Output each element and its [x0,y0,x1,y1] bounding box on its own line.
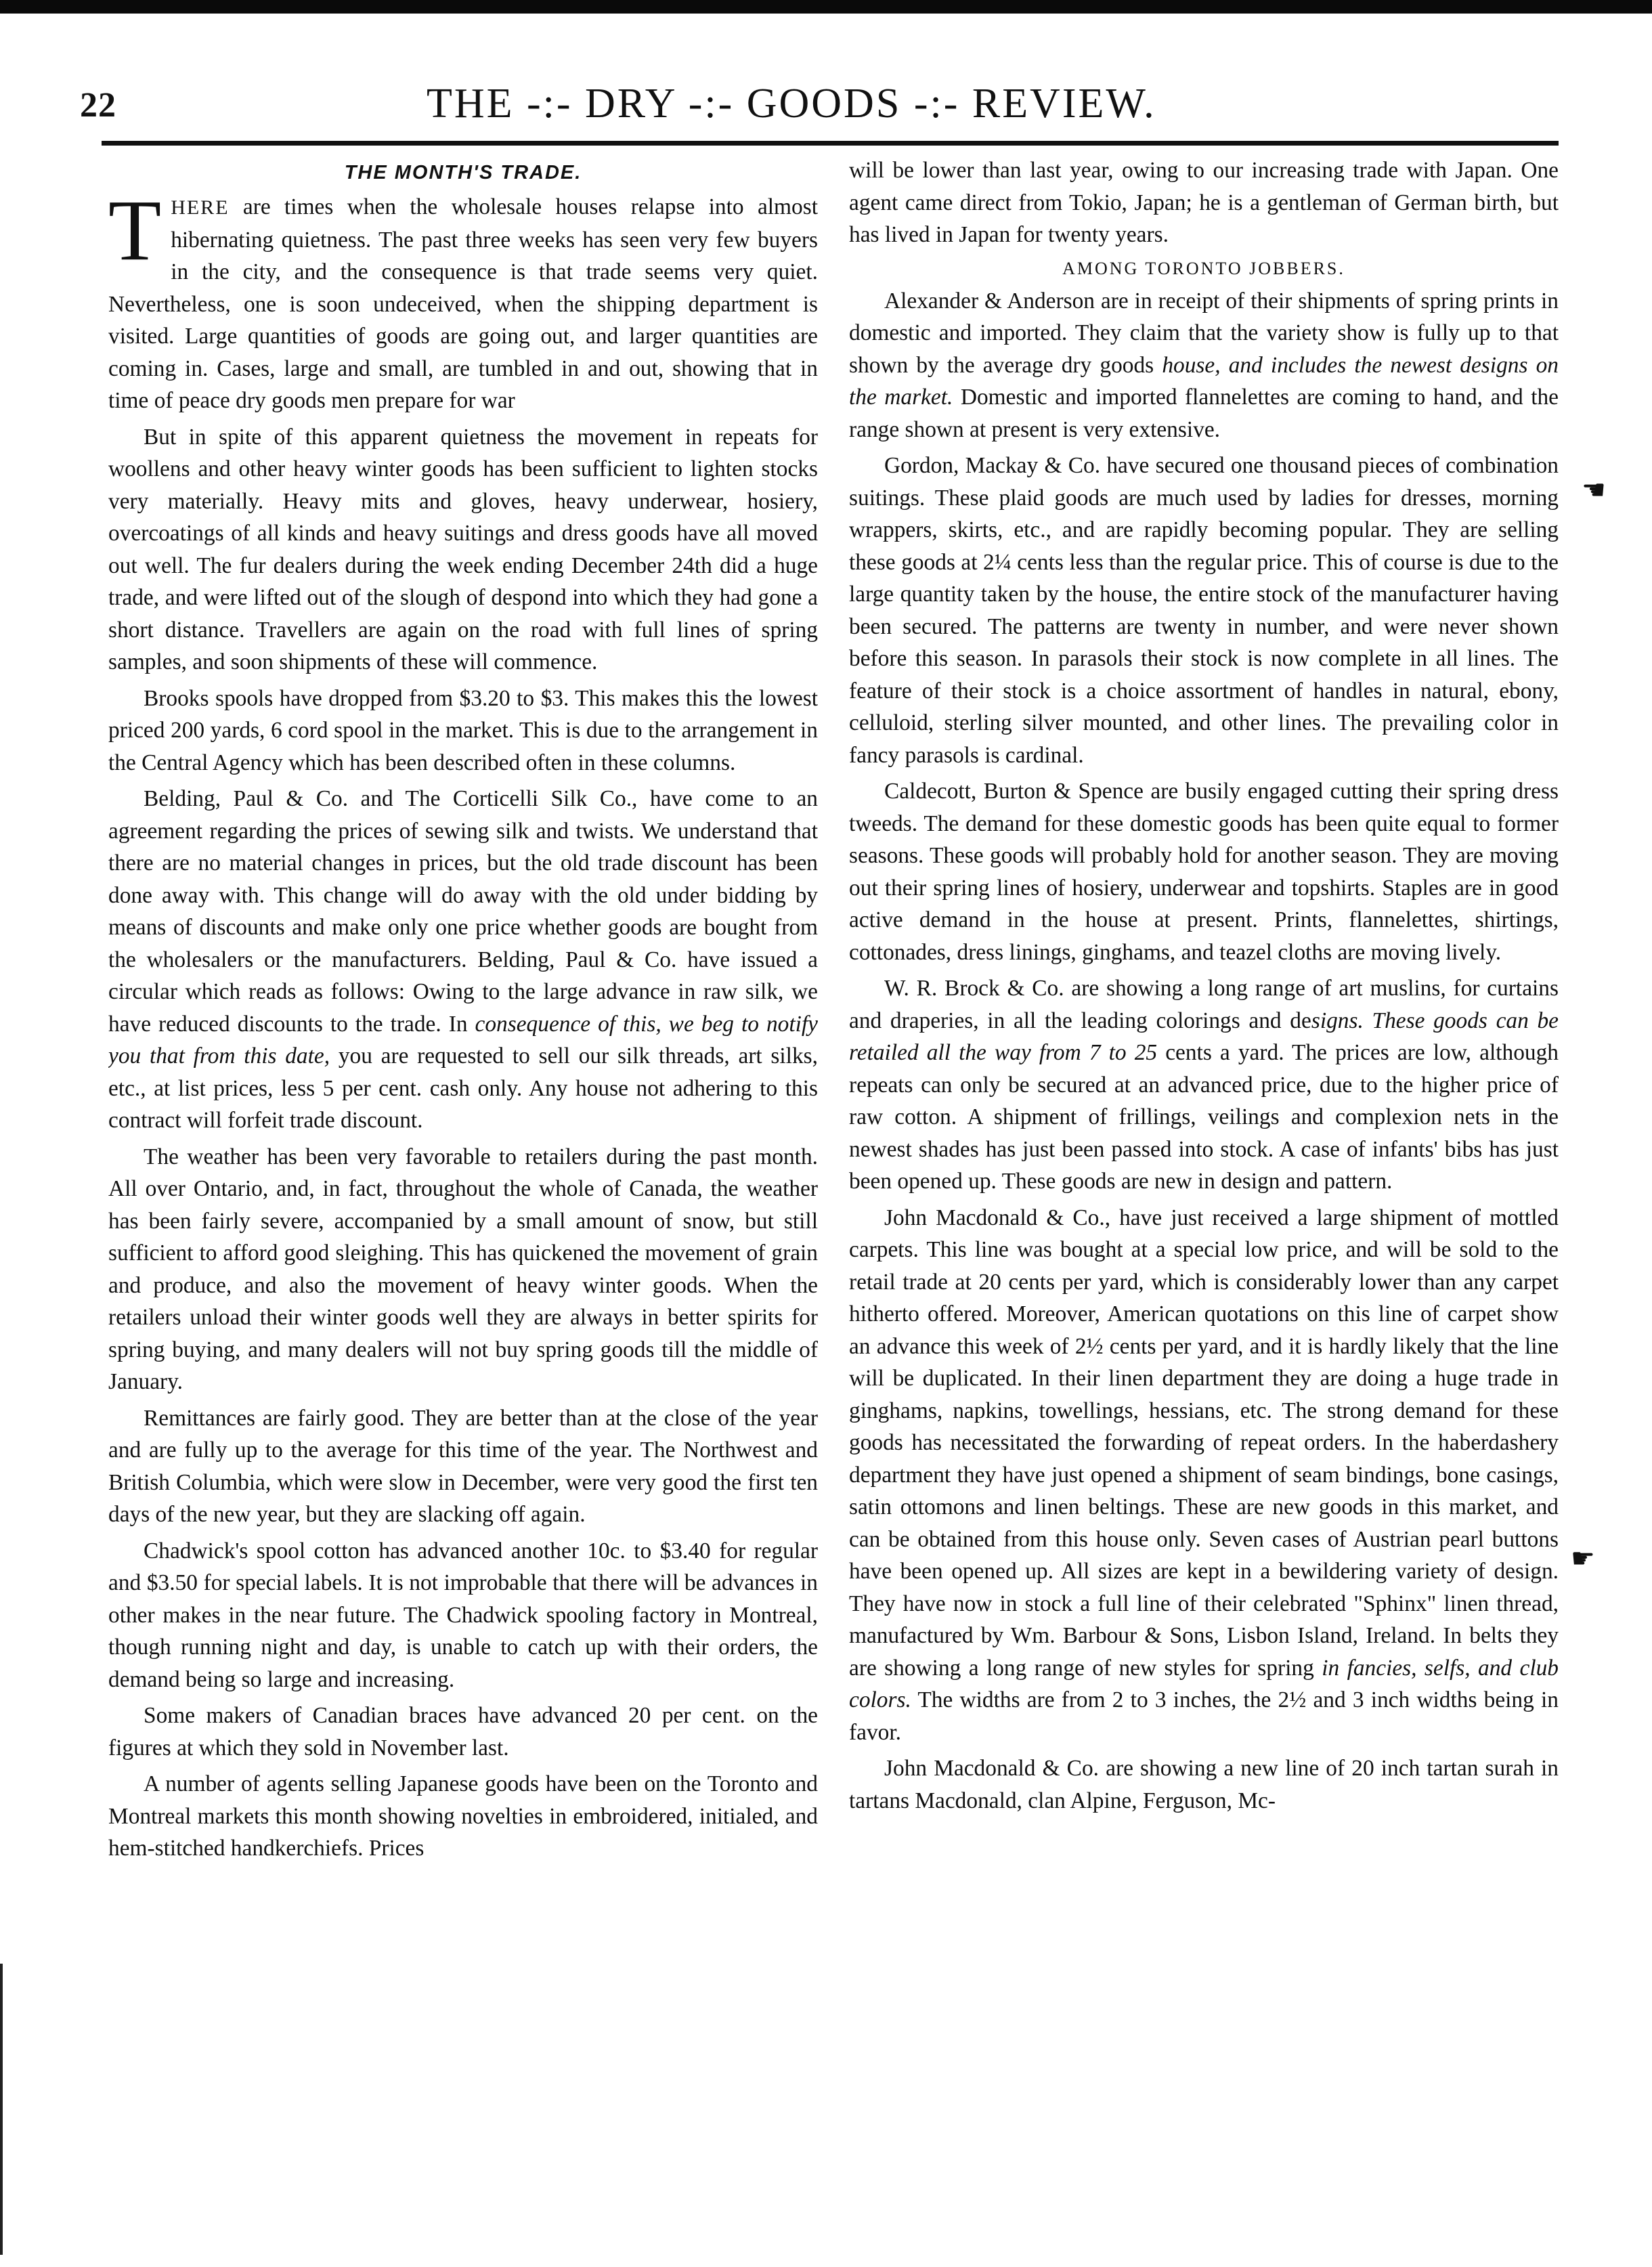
top-edge-bar [0,0,1652,14]
paragraph-text: Belding, Paul & Co. and The Corticelli Silk Co., have come to an agreement regarding the prices of sewing silk and twists. We understand that there are no material changes in prices, but the old trade discount has been done away with. This change will do away with the old under bidding by means of discounts and make only one price whether goods are bought from the wholesalers or the manufacturers. Belding, Paul & Co. have issued a circular which reads as follows: Owing to the large advance in raw silk, we have reduced discounts to the trade. In [108,786,818,1037]
italic-text: signs. These goods can be retailed all the way from 7 to 25 [849,1008,1559,1065]
paragraph-text: Domestic and imported flannelettes are coming to hand, and the range shown at present is very extensive. [849,385,1559,442]
article-paragraph: will be lower than last year, owing to our increasing trade with Japan. One agent came direct from Tokio, Japan; he is a gentleman of German birth, but has lived in Japan for twenty years. [849,158,1559,247]
italic-text: in fancies, selfs, and club colors. [849,1655,1559,1712]
binding-edge-mark [0,1964,3,2255]
paragraph-text: John Macdonald & Co., have just received a large shipment of mottled carpets. This line was bought at a special low price, and will be sold to the retail trade at 20 cents per yard, which is considerably lower than any carpet hitherto offered. Moreover, American quotations on this line of carpet show an advance this week of 2½ cents per yard, and it is hardly likely that the line will be duplicated. In their linen department they are doing a huge trade in ginghams, napkins, towellings, hessians, etc. The strong demand for these goods has necessitated the forwarding of repeat orders. In the haberdashery department they have just opened a shipment of seam bindings, bone casings, satin ottomons and linen beltings. These are new goods in this market, and can be obtained from this house only. Seven cases of Austrian pearl buttons have been opened up. All sizes are kept in a bewildering variety of design. They have now in stock a full line of their celebrated "Sphinx" linen thread, manufactured by Wm. Barbour & Sons, Lisbon Island, Ireland. In belts they are showing a long range of new styles for spring [849,1205,1559,1681]
article-paragraph: Some makers of Canadian braces have advanced 20 per cent. on the figures at which they sold in November last. [108,1703,818,1761]
right-column [849,154,1559,2226]
article-paragraph: Brooks spools have dropped from $3.20 to $3. This makes this the lowest priced 200 yards, 6 cord spool in the market. This is due to the arrangement in the Central Agency which has been described often in these columns. [108,685,818,775]
paragraph-text: are times when the wholesale houses relapse into almost hibernating quietness. The past three weeks has seen very few buyers in the city, and the consequence is that trade seems very quiet. Nevertheless, one is soon undeceived, when the shipping department is visited. Large quantities of goods are going out, and larger quantities are coming in. Cases, large and small, are tumbled in and out, showing that in time of peace dry goods men prepare for war [108,194,818,413]
paragraph-text: W. R. Brock & Co. are showing a long range of art muslins, for curtains and draperies, in all the leading colorings and de [849,976,1559,1033]
article-paragraph [108,182,818,417]
article-paragraph: A number of agents selling Japanese goods have been on the Toronto and Montreal markets this month showing novelties in embroidered, initialed, and hem-stitched handkerchiefs. Prices [108,1771,818,1861]
section-title: THE MONTH'S TRADE. [344,162,582,183]
article-paragraph: Caldecott, Burton & Spence are busily engaged cutting their spring dress tweeds. The demand for these domestic goods has been quite equal to former seasons. These goods will probably hold for another season. They are moving out their spring lines of hosiery, underwear and topshirts. Staples are in good active demand in the house at present. Prints, flannelettes, shirtings, cottonades, dress linings, ginghams, and teazel cloths are moving lively. [849,779,1559,965]
article-paragraph [108,783,818,1137]
article-paragraph: Remittances are fairly good. They are better than at the close of the year and are fully up to the average for this time of the year. The Northwest and British Columbia, which were slow in December, were very good the first ten days of the new year, but they are slacking off again. [108,1405,818,1527]
italic-text: consequence of this, we beg to notify you that from this date, [108,1011,818,1068]
article-paragraph: Gordon, Mackay & Co. have secured one thousand pieces of combination suitings. These plaid goods are much used by ladies for dresses, morning wrappers, skirts, etc., and are rapidly becoming popular. They are selling these goods at 2¼ cents less than the regular price. This of course is due to the large quantity taken by the house, the entire stock of the manufacturer having been secured. The patterns are twenty in number, and were never shown before this season. In parasols their stock is now complete in all lines. The feature of their stock is a choice assortment of handles in natural, ebony, celluloid, sterling silver mounted, and other lines. The prevailing color in fancy parasols is cardinal. [849,453,1559,768]
paragraph-text: Alexander & Anderson are in receipt of their shipments of spring prints in domestic and imported. They claim that the variety show is fully up to that shown by the average dry goods [849,288,1559,378]
running-head: THE -:- DRY -:- GOODS -:- REVIEW. [427,81,1156,127]
article-paragraph [849,285,1559,446]
pointing-hand-icon: ☚ [1582,475,1606,505]
article-paragraph: The weather has been very favorable to retailers during the past month. All over Ontario, and, in fact, throughout the whole of Canada, the weather has been fairly severe, accompanied by a small amount of snow, but still sufficient to afford good sleighing. This has quickened the movement of grain and produce, and also the movement of heavy winter goods. When the retailers unload their winter goods well they are always in better spirits for spring buying, and many dealers will not buy spring goods till the middle of January. [108,1144,818,1394]
article-paragraph: Chadwick's spool cotton has advanced another 10c. to $3.40 for regular and $3.50 for special labels. It is not improbable that there will be advances in other makes in the near future. The Chadwick spooling factory in Montreal, though running night and day, is unable to catch up with their orders, the demand being so large and increasing. [108,1538,818,1692]
article-paragraph: John Macdonald & Co. are showing a new line of 20 inch tartan surah in tartans Macdonald, clan Alpine, Ferguson, Mc- [849,1756,1559,1813]
article-paragraph [849,972,1559,1198]
left-column [108,154,818,2226]
section-subhead: AMONG TORONTO JOBBERS. [1062,258,1345,278]
paragraph-text: The widths are from 2 to 3 inches, the 2½ and 3 inch widths being in favor. [849,1687,1559,1745]
article-paragraph: But in spite of this apparent quietness the movement in repeats for woollens and other heavy winter goods has been sufficient to lighten stocks very materially. Heavy mits and gloves, heavy underwear, hosiery, overcoatings of all kinds and heavy suitings and dress goods have all moved out well. The fur dealers during the week ending December 24th did a huge trade, and were lifted out of the slough of despond into which they had gone a short distance. Travellers are again on the road with full lines of spring samples, and soon shipments of these will commence. [108,424,818,674]
header-rule [102,141,1559,146]
drop-cap: T [108,182,162,278]
page-number: 22 [80,86,116,125]
pointing-hand-icon: ☛ [1571,1543,1595,1574]
article-paragraph [849,1202,1559,1749]
paragraph-text: you are requested to sell our silk threads, art silks, etc., at list prices, less 5 per cent. cash only. Any house not adhering to this contract will forfeit trade discount. [108,1043,818,1133]
italic-text: house, and includes the newest designs on the market. [849,352,1559,410]
lead-in-smallcaps: HERE [171,196,230,219]
paragraph-text: cents a yard. The prices are low, although repeats can only be secured at an advanced price, due to the higher price of raw cotton. A shipment of frillings, veilings and complexion nets in the newest shades has just been passed into stock. A case of infants' bibs has just been opened up. These goods are new in design and pattern. [849,1040,1559,1194]
